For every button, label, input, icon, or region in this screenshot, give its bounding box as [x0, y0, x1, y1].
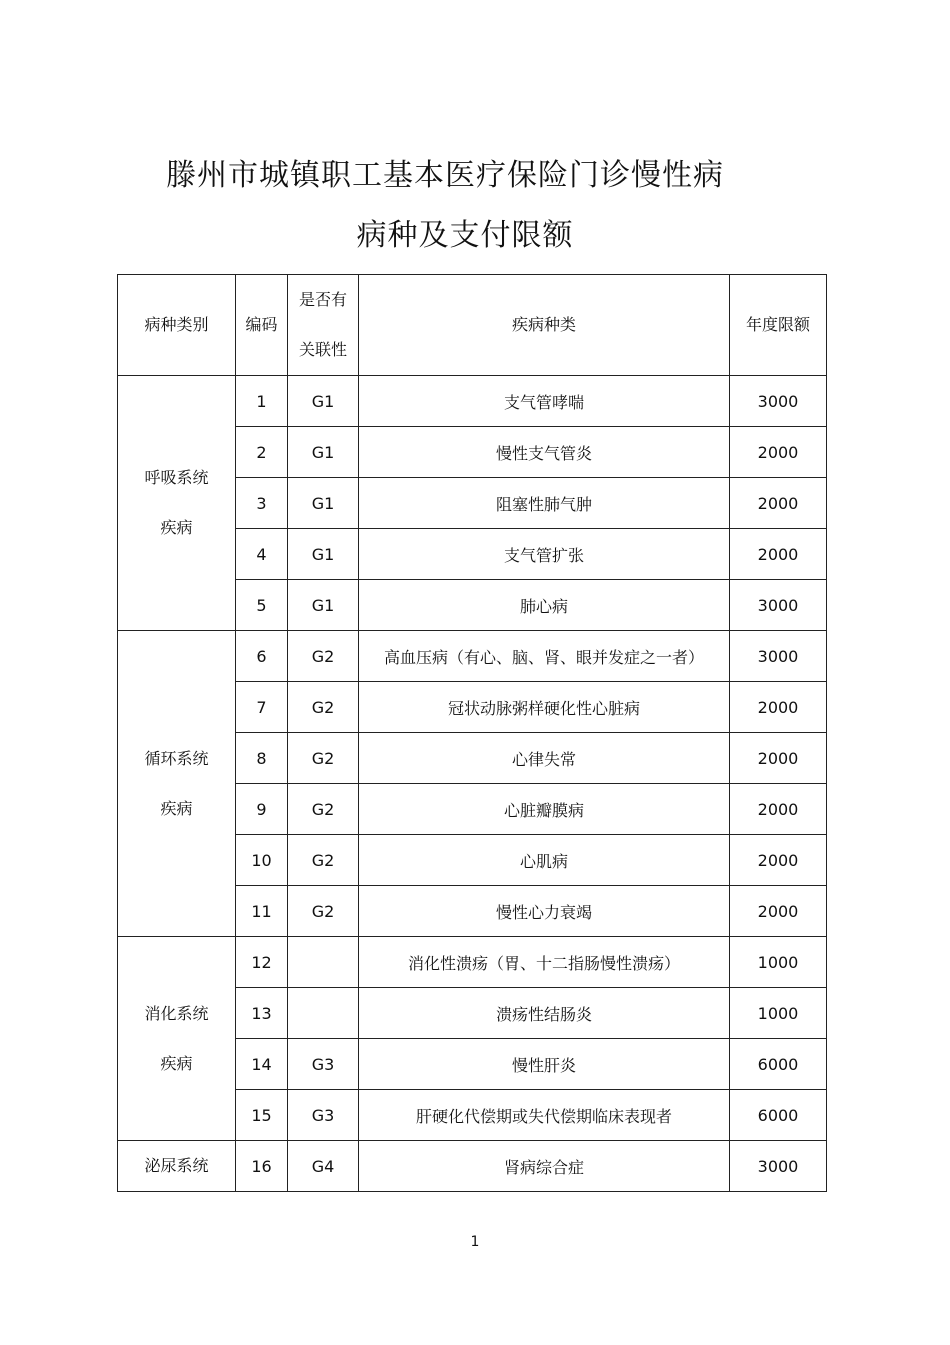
cell-disease: 溃疡性结肠炎	[359, 988, 730, 1039]
cell-related: G2	[288, 631, 359, 682]
page-number: 1	[470, 1234, 480, 1250]
cell-related	[288, 937, 359, 988]
table-header-row	[118, 275, 827, 376]
cell-limit: 2000	[730, 733, 827, 784]
cell-code: 5	[236, 580, 288, 631]
table-row	[118, 631, 827, 682]
header-related	[288, 275, 359, 376]
cell-related: G1	[288, 580, 359, 631]
cell-related: G3	[288, 1039, 359, 1090]
cell-disease: 慢性支气管炎	[359, 427, 730, 478]
cell-related: G2	[288, 682, 359, 733]
cell-disease: 慢性肝炎	[359, 1039, 730, 1090]
cell-code: 12	[236, 937, 288, 988]
category-urinary	[118, 1141, 236, 1192]
category-label-line-2: 疾病	[160, 518, 193, 537]
cell-related: G2	[288, 835, 359, 886]
category-label-line-1: 消化系统	[144, 1003, 209, 1023]
cell-related: G2	[288, 886, 359, 937]
header-category: 病种类别	[118, 275, 236, 376]
cell-limit: 3000	[730, 631, 827, 682]
cell-limit: 3000	[730, 376, 827, 427]
category-label-line-1: 呼吸系统	[144, 468, 209, 487]
cell-code: 9	[236, 784, 288, 835]
cell-limit: 6000	[730, 1090, 827, 1141]
cell-disease: 慢性心力衰竭	[359, 886, 730, 937]
cell-disease: 冠状动脉粥样硬化性心脏病	[359, 682, 730, 733]
cell-related: G2	[288, 784, 359, 835]
cell-limit: 1000	[730, 937, 827, 988]
cell-related: G1	[288, 376, 359, 427]
cell-limit: 3000	[730, 580, 827, 631]
cell-code: 15	[236, 1090, 288, 1141]
cell-limit: 2000	[730, 529, 827, 580]
cell-disease: 支气管哮喘	[359, 376, 730, 427]
cell-related: G1	[288, 427, 359, 478]
table-row	[118, 376, 827, 427]
cell-related	[288, 988, 359, 1039]
cell-limit: 1000	[730, 988, 827, 1039]
cell-related: G2	[288, 733, 359, 784]
category-label-line-2: 疾病	[160, 1053, 193, 1073]
cell-code: 13	[236, 988, 288, 1039]
cell-code: 2	[236, 427, 288, 478]
category-digestive	[118, 937, 236, 1141]
cell-code: 11	[236, 886, 288, 937]
cell-disease: 高血压病（有心、脑、肾、眼并发症之一者）	[359, 631, 730, 682]
cell-code: 3	[236, 478, 288, 529]
cell-related: G1	[288, 478, 359, 529]
page-title-line-1: 滕州市城镇职工基本医疗保险门诊慢性病	[166, 158, 724, 193]
cell-limit: 2000	[730, 835, 827, 886]
cell-disease: 心脏瓣膜病	[359, 784, 730, 835]
cell-limit: 3000	[730, 1141, 827, 1192]
cell-code: 6	[236, 631, 288, 682]
cell-limit: 6000	[730, 1039, 827, 1090]
category-circulatory	[118, 631, 236, 937]
category-label-line-2: 疾病	[160, 798, 193, 818]
cell-related: G4	[288, 1141, 359, 1192]
cell-related: G1	[288, 529, 359, 580]
cell-limit: 2000	[730, 427, 827, 478]
disease-limit-table	[117, 274, 827, 1192]
header-related-line-1: 是否有	[298, 290, 347, 309]
cell-limit: 2000	[730, 784, 827, 835]
cell-code: 8	[236, 733, 288, 784]
cell-disease: 支气管扩张	[359, 529, 730, 580]
header-code: 编码	[236, 275, 288, 376]
cell-limit: 2000	[730, 682, 827, 733]
header-limit: 年度限额	[730, 275, 827, 376]
table-row	[118, 937, 827, 988]
cell-disease: 肝硬化代偿期或失代偿期临床表现者	[359, 1090, 730, 1141]
header-disease: 疾病种类	[359, 275, 730, 376]
cell-disease: 阻塞性肺气肿	[359, 478, 730, 529]
category-label-line-1: 循环系统	[144, 748, 209, 768]
cell-disease: 消化性溃疡（胃、十二指肠慢性溃疡）	[359, 937, 730, 988]
table-row	[118, 1141, 827, 1192]
cell-limit: 2000	[730, 478, 827, 529]
cell-limit: 2000	[730, 886, 827, 937]
cell-code: 4	[236, 529, 288, 580]
category-label-line-1: 泌尿系统	[144, 1156, 209, 1175]
cell-code: 14	[236, 1039, 288, 1090]
category-respiratory	[118, 376, 236, 631]
cell-code: 10	[236, 835, 288, 886]
cell-code: 16	[236, 1141, 288, 1192]
page-title-line-2: 病种及支付限额	[356, 218, 574, 253]
cell-disease: 心律失常	[359, 733, 730, 784]
cell-code: 1	[236, 376, 288, 427]
header-related-line-2: 关联性	[298, 340, 347, 359]
cell-disease: 肺心病	[359, 580, 730, 631]
cell-related: G3	[288, 1090, 359, 1141]
cell-disease: 肾病综合症	[359, 1141, 730, 1192]
cell-disease: 心肌病	[359, 835, 730, 886]
cell-code: 7	[236, 682, 288, 733]
